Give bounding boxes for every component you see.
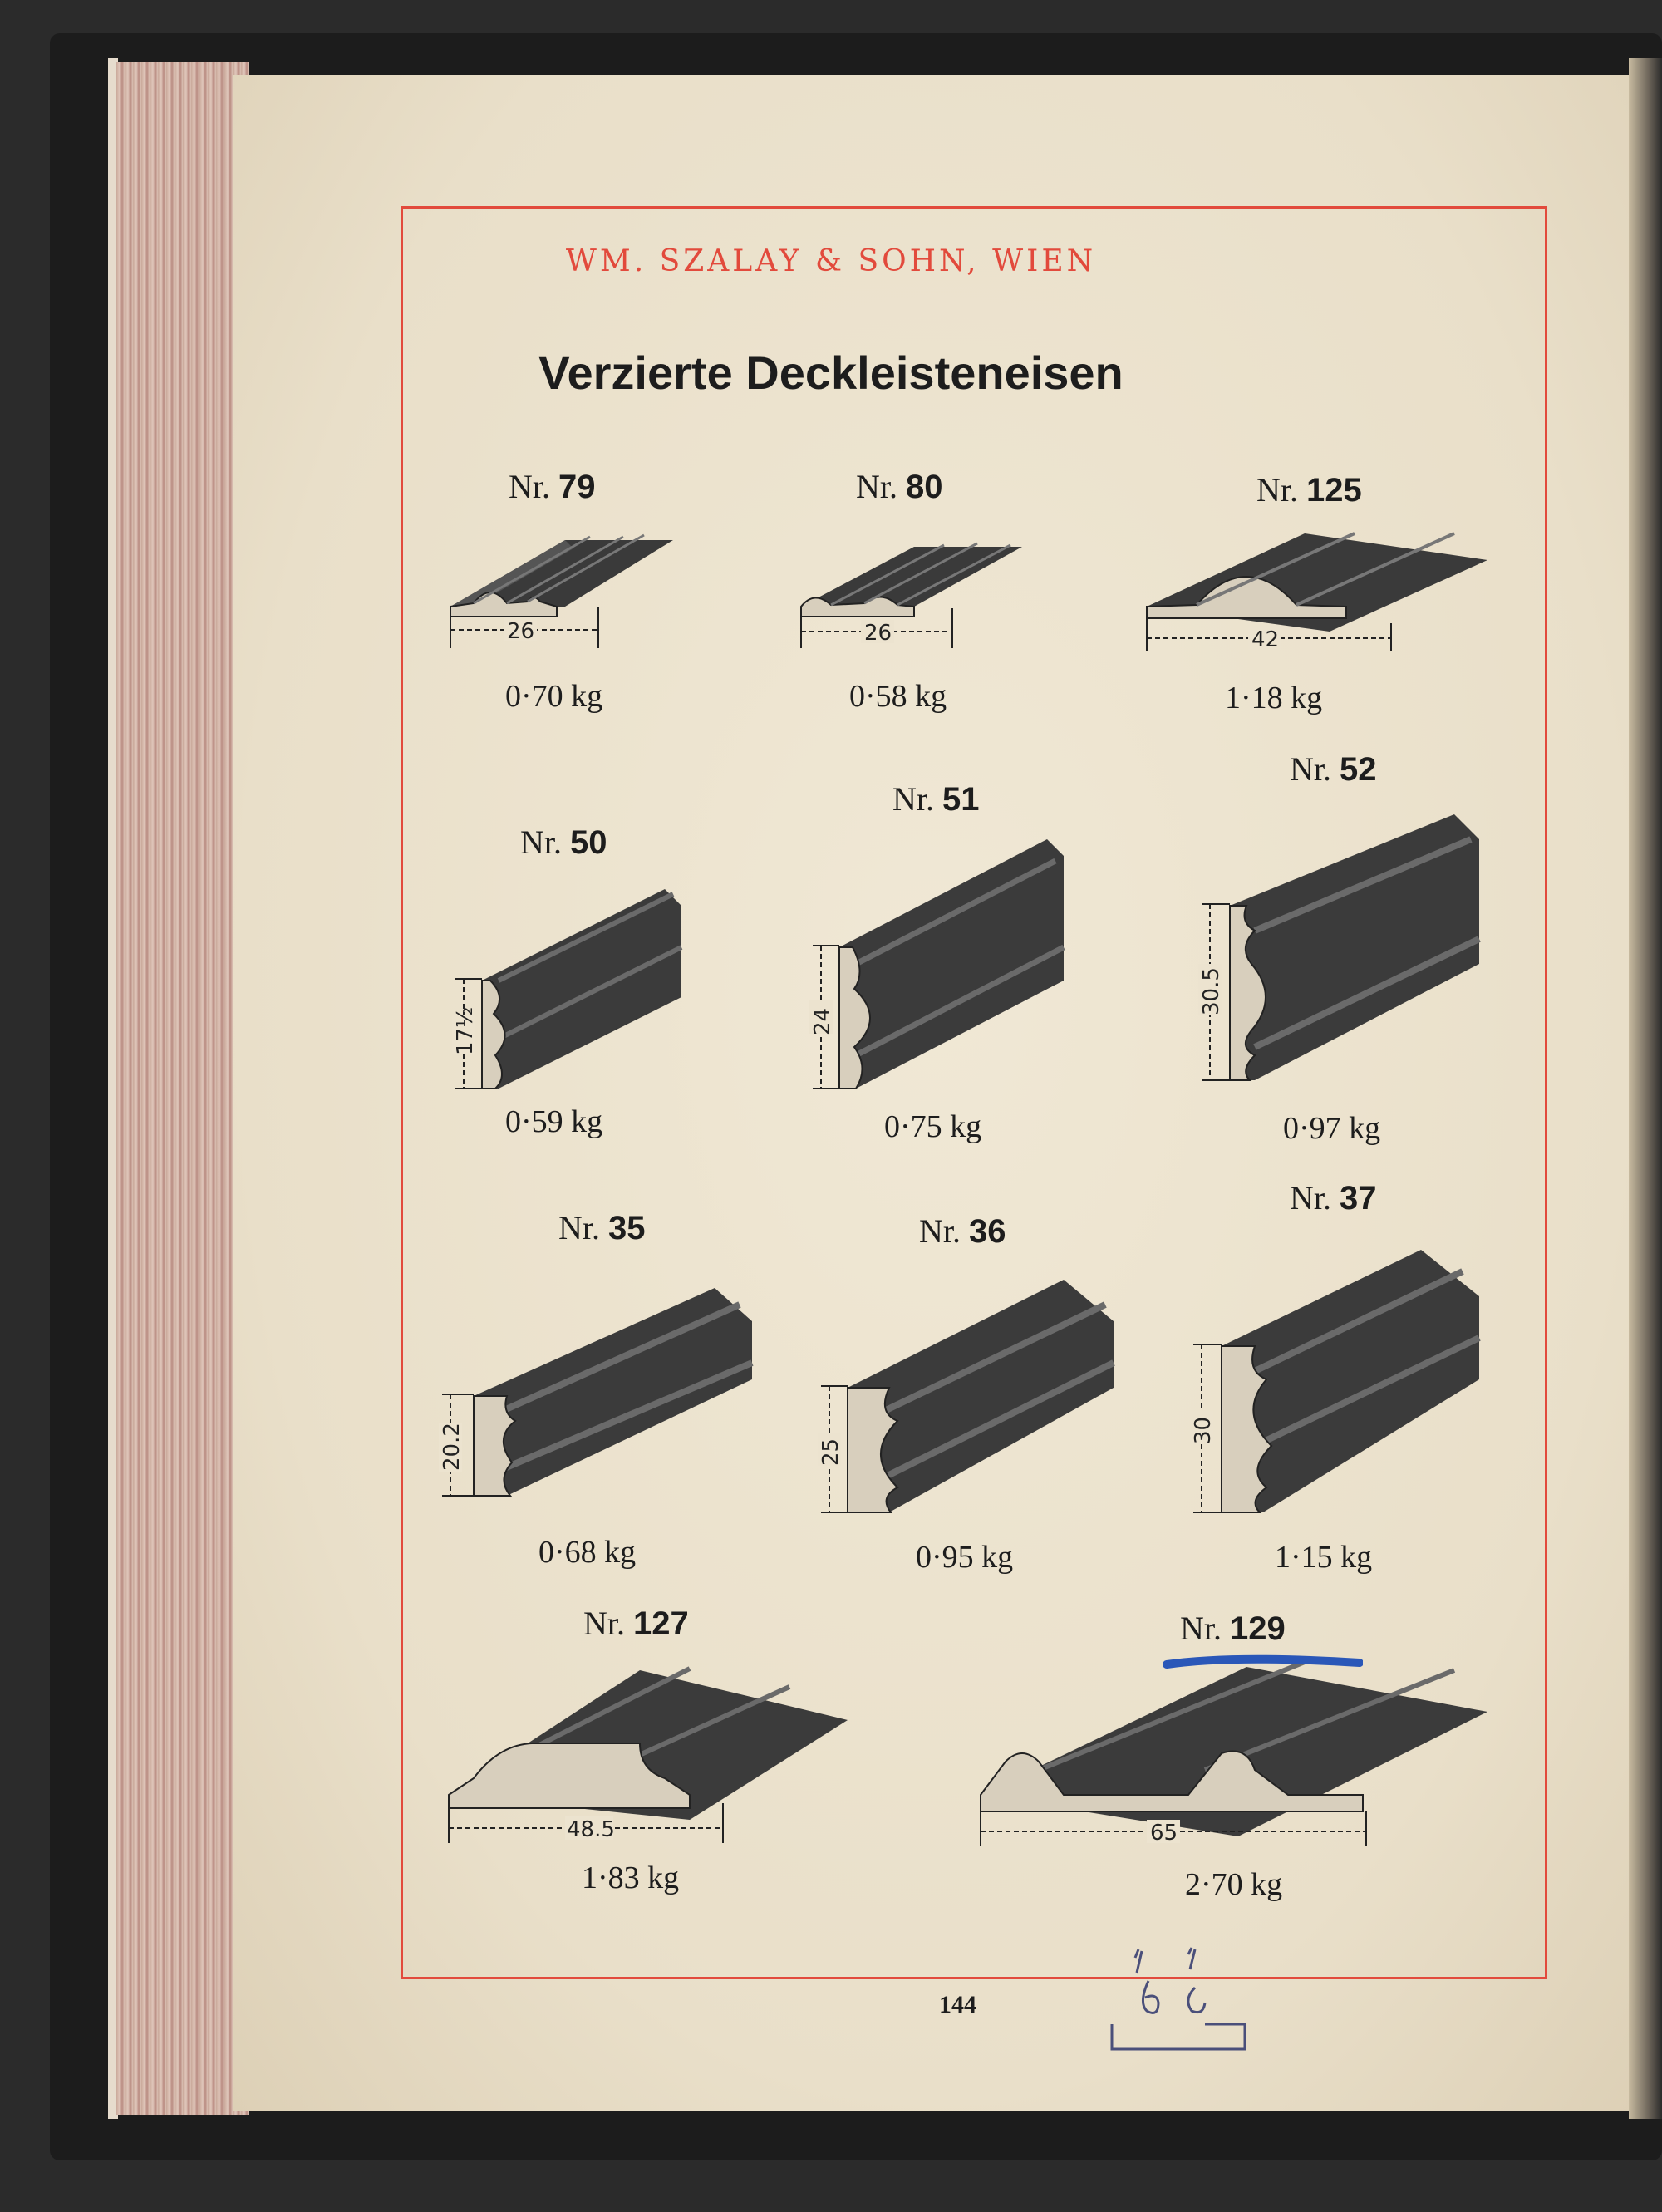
company-header: WM. SZALAY & SOHN, WIEN [565,244,1097,278]
item-50-label: Nr. 50 [520,823,607,861]
dimension-125: 42 [1251,627,1280,652]
profile-125-illustration [1138,515,1504,656]
profile-127-illustration [440,1654,856,1853]
dimension-127: 48.5 [567,1817,615,1842]
profile-80-illustration [789,532,1039,656]
item-125-weight: 1·18 kg [1225,681,1323,715]
dimension-51: 24 [810,1007,835,1035]
item-80-label: Nr. 80 [856,468,943,505]
item-51-label: Nr. 51 [892,780,980,818]
item-129-label: Nr. 129 [1180,1610,1286,1647]
item-36-label: Nr. 36 [919,1212,1006,1250]
item-52-label: Nr. 52 [1290,750,1377,788]
page-title: Verzierte Deckleisteneisen [538,347,1124,399]
profile-52-illustration [1188,806,1487,1097]
page-number: 144 [939,1991,976,2018]
dimension-129: 65 [1150,1821,1178,1846]
profile-129-illustration [972,1654,1504,1861]
dimension-79: 26 [507,619,535,644]
item-127-weight: 1·83 kg [582,1861,680,1895]
item-37-weight: 1·15 kg [1275,1540,1373,1575]
profile-50-illustration [440,881,690,1097]
profile-35-illustration [432,1271,765,1521]
dimension-80: 26 [864,621,892,646]
item-79-weight: 0·70 kg [505,679,603,714]
dimension-35: 20.2 [440,1423,465,1471]
item-129-weight: 2·70 kg [1185,1867,1283,1902]
profile-51-illustration [806,831,1072,1105]
dimension-50: 17½ [453,1006,478,1055]
profile-36-illustration [814,1271,1130,1537]
profile-37-illustration [1180,1238,1496,1521]
dimension-36: 25 [819,1438,843,1466]
item-125-label: Nr. 125 [1256,471,1362,509]
dimension-52: 30.5 [1199,967,1224,1015]
item-50-weight: 0·59 kg [505,1104,603,1139]
item-35-weight: 0·68 kg [538,1535,637,1570]
blue-crayon-mark [1163,1649,1363,1683]
item-52-weight: 0·97 kg [1283,1111,1381,1146]
dimension-37: 30 [1191,1416,1216,1444]
item-127-label: Nr. 127 [583,1605,689,1642]
item-80-weight: 0·58 kg [849,679,947,714]
item-35-label: Nr. 35 [558,1209,646,1246]
item-79-label: Nr. 79 [509,468,596,505]
item-36-weight: 0·95 kg [916,1540,1014,1575]
pencil-annotation [1105,1944,1255,2052]
item-37-label: Nr. 37 [1290,1179,1377,1217]
item-51-weight: 0·75 kg [884,1109,982,1144]
profile-79-illustration [440,524,690,656]
